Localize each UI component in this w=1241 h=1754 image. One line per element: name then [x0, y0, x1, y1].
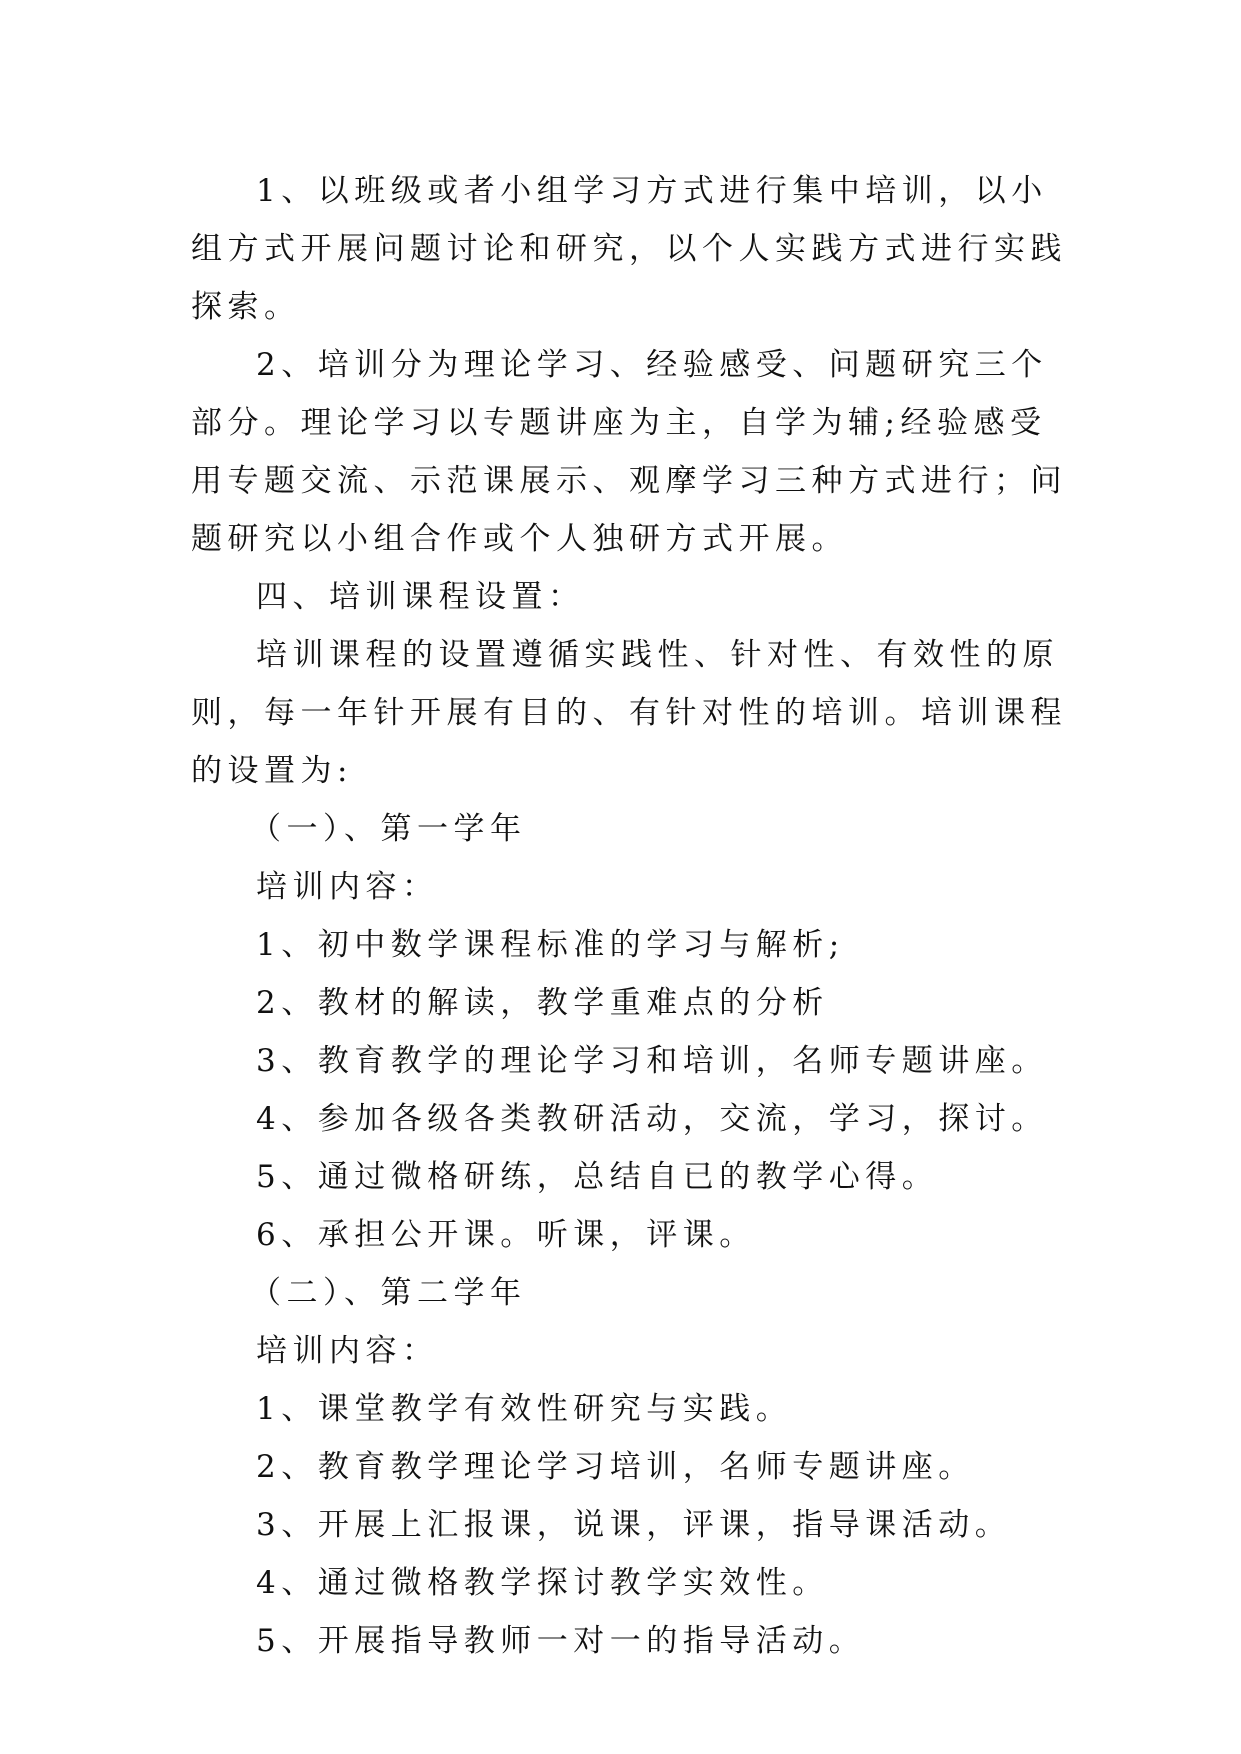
- year1-item: 5、通过微格研练，总结自已的教学心得。: [256, 1159, 939, 1195]
- year1-item: 1、初中数学课程标准的学习与解析;: [256, 927, 845, 963]
- year1-item: 3、教育教学的理论学习和培训，名师专题讲座。: [256, 1043, 1048, 1079]
- year1-item: 6、承担公开课。听课，评课。: [256, 1217, 756, 1253]
- year2-item: 5、开展指导教师一对一的指导活动。: [256, 1623, 866, 1659]
- section-heading-course-setup: 四、培训课程设置：: [256, 579, 585, 615]
- year1-heading: （一）、第一学年: [250, 811, 527, 847]
- year2-item: 2、教育教学理论学习培训，名师专题讲座。: [256, 1449, 975, 1485]
- year2-item: 4、通过微格教学探讨教学实效性。: [256, 1565, 829, 1601]
- year2-heading: （二）、第二学年: [250, 1275, 527, 1311]
- paragraph-training-method: 1、以班级或者小组学习方式进行集中培训，以小组方式开展问题讨论和研究，以个人实践方式进行实践探索。: [191, 173, 1067, 325]
- year2-item: 1、课堂教学有效性研究与实践。: [256, 1391, 793, 1427]
- paragraph-training-parts: 2、培训分为理论学习、经验感受、问题研究三个部分。理论学习以专题讲座为主，自学为辅;经验感受用专题交流、示范课展示、观摩学习三种方式进行；问题研究以小组合作或个人独研方式开展。: [191, 347, 1067, 557]
- paragraph-course-principles: 培训课程的设置遵循实践性、针对性、有效性的原则，每一年针开展有目的、有针对性的培训。培训课程的设置为:: [191, 637, 1067, 789]
- year1-item: 2、教材的解读，教学重难点的分析: [256, 985, 829, 1021]
- year2-item: 3、开展上汇报课，说课，评课，指导课活动。: [256, 1507, 1012, 1543]
- year1-item: 4、参加各级各类教研活动，交流，学习，探讨。: [256, 1101, 1048, 1137]
- year1-content-label: 培训内容：: [256, 869, 439, 905]
- year2-content-label: 培训内容：: [256, 1333, 439, 1369]
- document-body: [191, 162, 1071, 1670]
